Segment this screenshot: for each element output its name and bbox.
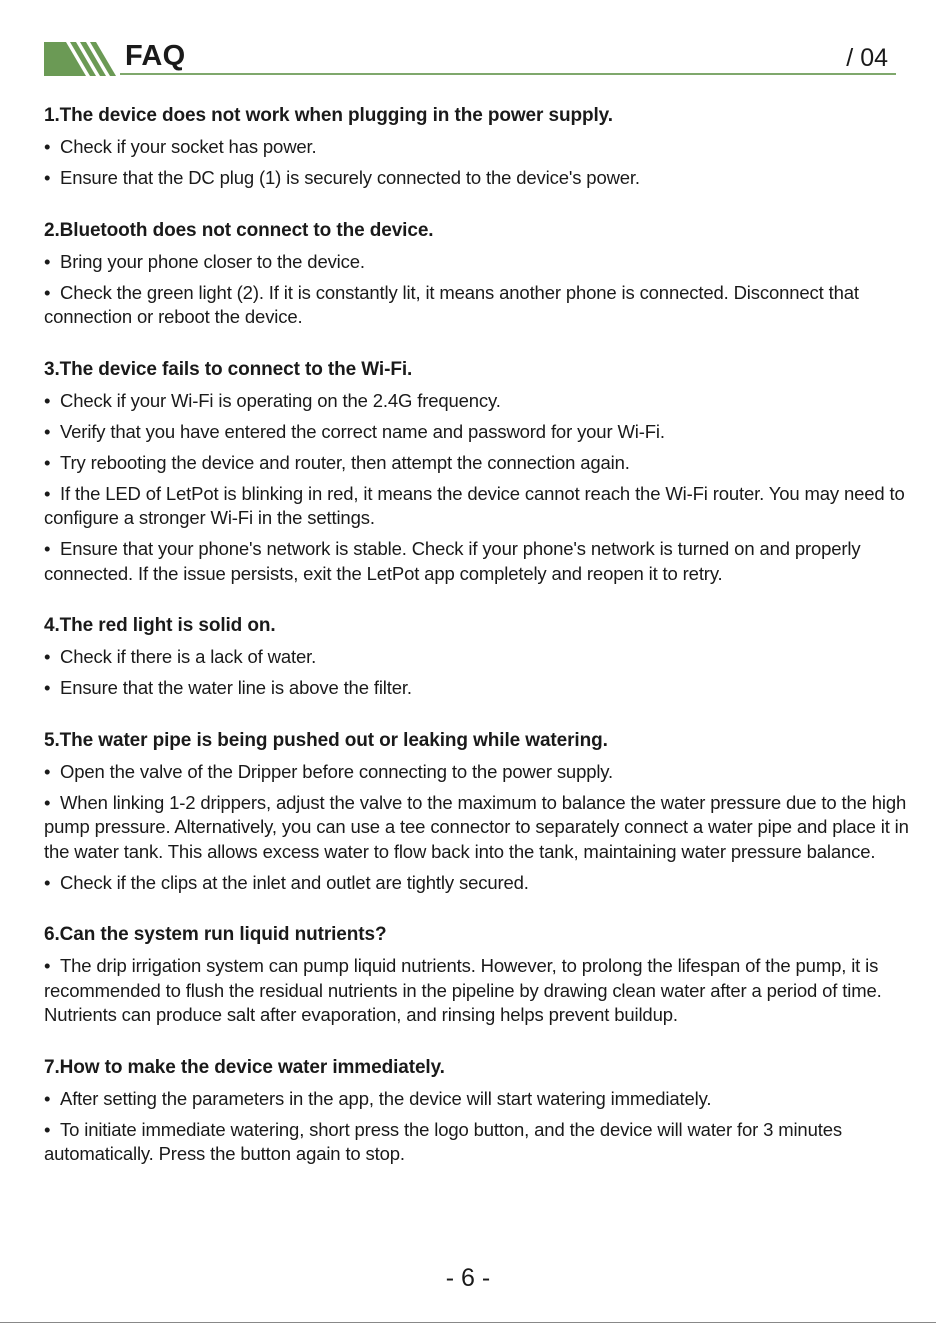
faq-answer-item: • Check if the clips at the inlet and outlet are tightly secured. [44, 871, 910, 896]
bullet-icon: • [44, 760, 51, 782]
bullet-icon: • [44, 281, 51, 303]
bullet-icon: • [44, 451, 51, 473]
faq-question: 1.The device does not work when plugging in the power supply. [44, 105, 613, 126]
faq-answer-item: • When linking 1-2 drippers, adjust the valve to the maximum to balance the water pressure due to the high pump pressure. Alternatively, you can use a tee connector to separately connect a water pipe and place it in the water tank. This allows excess water to flow back into the tank, maintaining water pressure balance. [44, 791, 909, 862]
faq-section [44, 923, 910, 1028]
faq-answer-item: • Ensure that your phone's network is stable. Check if your phone's network is turned on and properly connected. If the issue persists, exit the LetPot app completely and reopen it to retry. [44, 538, 861, 584]
bullet-icon: • [44, 250, 51, 272]
faq-content [44, 104, 910, 1195]
faq-section [44, 104, 910, 191]
bullet-icon: • [44, 389, 51, 411]
faq-answer-item: • To initiate immediate watering, short press the logo button, and the device will water for 3 minutes automatically. Press the button again to stop. [44, 1118, 842, 1164]
faq-answer-item: • Open the valve of the Dripper before connecting to the power supply. [44, 760, 910, 785]
faq-answer-item: • The drip irrigation system can pump liquid nutrients. However, to prolong the lifespan of the pump, it is recommended to flush the residual nutrients in the pipeline by drawing clean water after a period of time. Nutrients can produce salt after evaporation, and rinsing helps prevent buildup. [44, 955, 882, 1025]
bullet-icon: • [44, 871, 51, 893]
faq-answer-item: • After setting the parameters in the app, the device will start watering immediately. [44, 1087, 910, 1112]
header-divider [120, 73, 896, 75]
bullet-icon: • [44, 955, 51, 976]
faq-section [44, 614, 910, 701]
page-bottom-edge [0, 1322, 936, 1323]
bullet-icon: • [44, 538, 51, 559]
faq-answer-item: • If the LED of LetPot is blinking in red, it means the device cannot reach the Wi-Fi router. You may need to configure a stronger Wi-Fi in the settings. [44, 482, 905, 528]
faq-answer-item: • Check if your Wi-Fi is operating on the 2.4G frequency. [44, 389, 910, 414]
faq-answer-item: • Try rebooting the device and router, then attempt the connection again. [44, 451, 910, 476]
bullet-icon: • [44, 420, 51, 442]
page-title: FAQ [125, 40, 186, 72]
faq-question: 6.Can the system run liquid nutrients? [44, 924, 387, 945]
faq-answer-item: • Check if your socket has power. [44, 135, 910, 160]
faq-answer-item: • Ensure that the DC plug (1) is securely connected to the device's power. [44, 166, 910, 191]
bullet-icon: • [44, 1087, 51, 1109]
faq-question: 3.The device fails to connect to the Wi-Fi. [44, 358, 413, 380]
faq-answer-item: • Check if there is a lack of water. [44, 645, 910, 670]
faq-answer-item: • Ensure that the water line is above the filter. [44, 676, 910, 701]
faq-answer-item: • Check the green light (2). If it is constantly lit, it means another phone is connected. Disconnect that connection or reboot the device. [44, 281, 859, 327]
bullet-icon: • [44, 136, 51, 157]
diagonal-stripes-logo-icon [44, 42, 116, 76]
section-page-reference: / 04 [846, 44, 888, 72]
faq-section [44, 358, 910, 587]
faq-section [44, 219, 910, 330]
bullet-icon: • [44, 646, 51, 667]
bullet-icon: • [44, 482, 51, 504]
bullet-icon: • [44, 167, 51, 188]
page-number: - 6 - [445, 1264, 491, 1292]
faq-question: 5.The water pipe is being pushed out or leaking while watering. [44, 729, 608, 751]
page-header [44, 38, 896, 78]
faq-answer-item: • Verify that you have entered the correct name and password for your Wi-Fi. [44, 420, 910, 445]
bullet-icon: • [44, 791, 51, 813]
bullet-icon: • [44, 1118, 51, 1140]
faq-question: 4.The red light is solid on. [44, 615, 276, 636]
faq-section [44, 1056, 910, 1167]
faq-answer-item: • Bring your phone closer to the device. [44, 250, 910, 275]
faq-question: 2.Bluetooth does not connect to the device. [44, 219, 434, 241]
faq-section [44, 729, 910, 896]
faq-question: 7.How to make the device water immediately. [44, 1056, 445, 1078]
bullet-icon: • [44, 677, 51, 698]
